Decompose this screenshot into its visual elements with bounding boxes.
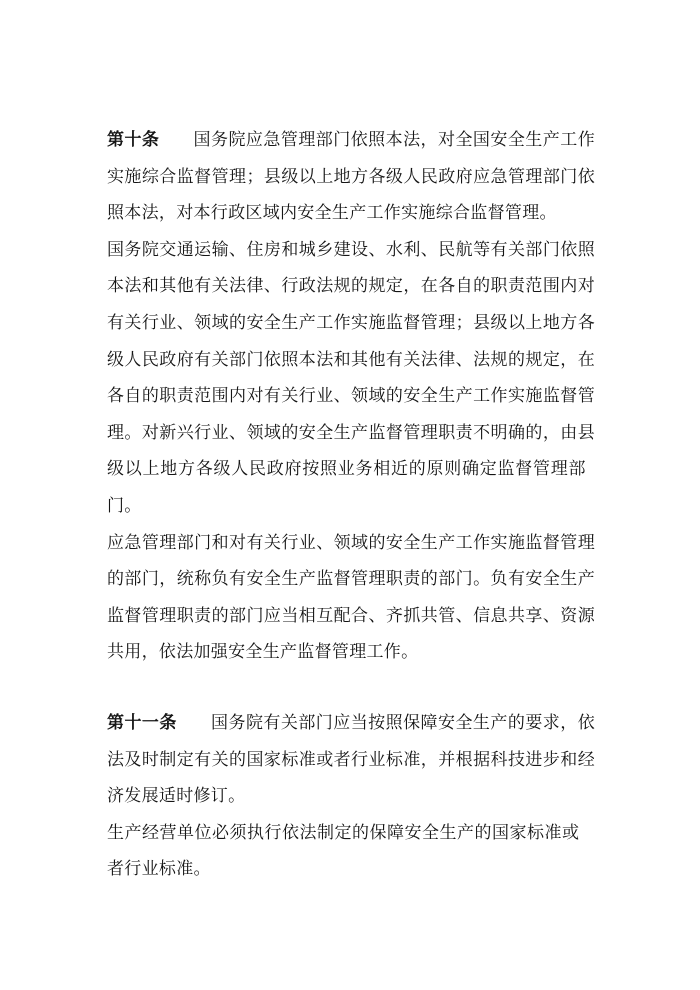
line-text: 理。对新兴行业、领域的安全生产监督管理职责不明确的，由县 (107, 422, 595, 443)
line-text: 济发展适时修订。 (107, 786, 246, 807)
text-line (107, 305, 595, 342)
text-line (107, 815, 595, 852)
text-line (107, 195, 595, 232)
line-text: 有关行业、领域的安全生产工作实施监督管理；县级以上地方各 (107, 312, 595, 333)
line-text: 本法和其他有关法律、行政法规的规定，在各自的职责范围内对 (107, 276, 595, 297)
text-line (107, 851, 595, 888)
paragraph (107, 122, 595, 232)
text-line (107, 561, 595, 598)
text-line (107, 232, 595, 269)
text-line (107, 634, 595, 671)
line-text: 者行业标准。 (107, 859, 211, 880)
line-text: 门。 (107, 495, 142, 516)
text-line (107, 488, 595, 525)
line-text: 监督管理职责的部门应当相互配合、齐抓共管、信息共享、资源 (107, 605, 595, 626)
text-line (107, 268, 595, 305)
text-line (107, 378, 595, 415)
paragraph (107, 232, 595, 525)
text-line (107, 159, 595, 196)
line-text: 级人民政府有关部门依照本法和其他有关法律、法规的规定，在 (107, 349, 595, 370)
text-line (107, 742, 595, 779)
text-line (107, 778, 595, 815)
paragraph (107, 815, 595, 888)
line-text: 实施综合监督管理；县级以上地方各级人民政府应急管理部门依 (107, 166, 595, 187)
text-line (107, 705, 595, 742)
text-line (107, 598, 595, 635)
text-line (107, 342, 595, 379)
text-line (107, 415, 595, 452)
line-text: 照本法，对本行政区域内安全生产工作实施综合监督管理。 (107, 203, 557, 224)
line-text: 生产经营单位必须执行依法制定的保障安全生产的国家标准或 (107, 822, 580, 843)
line-text: 的部门，统称负有安全生产监督管理职责的部门。负有安全生产 (107, 569, 595, 590)
article-11 (107, 705, 595, 888)
article-label: 第十条 (107, 130, 160, 150)
line-text: 级以上地方各级人民政府按照业务相近的原则确定监督管理部 (107, 459, 587, 480)
article-10 (107, 122, 595, 671)
line-text: 法及时制定有关的国家标准或者行业标准，并根据科技进步和经 (107, 749, 595, 770)
line-text: 各自的职责范围内对有关行业、领域的安全生产工作实施监督管 (107, 386, 595, 407)
line-text: 国务院应急管理部门依照本法，对全国安全生产工作 (193, 130, 595, 150)
article-label: 第十一条 (107, 712, 177, 733)
line-text: 国务院有关部门应当按照保障安全生产的要求，依 (210, 712, 596, 733)
line-text: 应急管理部门和对有关行业、领域的安全生产工作实施监督管理 (107, 532, 595, 553)
line-text: 共用，依法加强安全生产监督管理工作。 (107, 642, 419, 663)
text-line (107, 122, 595, 159)
line-text: 国务院交通运输、住房和城乡建设、水利、民航等有关部门依照 (107, 239, 595, 260)
text-line (107, 451, 595, 488)
paragraph (107, 525, 595, 671)
document-body (107, 122, 595, 888)
text-line (107, 525, 595, 562)
paragraph (107, 705, 595, 815)
